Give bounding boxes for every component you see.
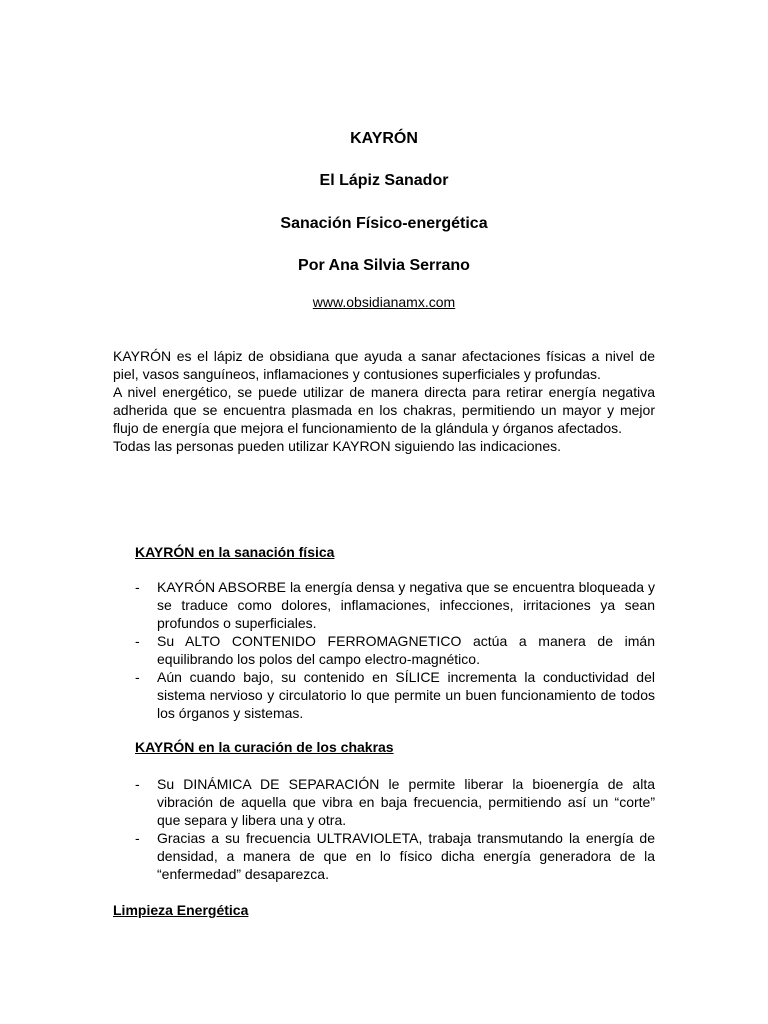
- document-subtitle-1: El Lápiz Sanador: [319, 172, 449, 189]
- list-item: [135, 632, 655, 668]
- section-heading-physical-healing: KAYRÓN en la sanación física: [135, 544, 335, 560]
- bullet-dash: -: [135, 830, 140, 846]
- list-item-text: Su DINÁMICA DE SEPARACIÓN le permite liberar la bioenergía de alta vibración de aquella que vibra en baja frecuencia, permitiendo así un “corte” que separa y libera una y otra.: [157, 776, 655, 828]
- bullet-dash: -: [135, 579, 140, 595]
- document-author: Por Ana Silvia Serrano: [298, 257, 470, 274]
- bullet-dash: -: [135, 776, 140, 792]
- list-item: [135, 578, 655, 632]
- intro-paragraph-1: KAYRÓN es el lápiz de obsidiana que ayuda a sanar afectaciones físicas a nivel de piel, vasos sanguíneos, inflamaciones y contusiones superficiales y profundas.: [113, 348, 655, 382]
- section-heading-chakra-healing: KAYRÓN en la curación de los chakras: [135, 739, 394, 755]
- chakra-healing-list: [135, 775, 655, 883]
- list-item-text: Gracias a su frecuencia ULTRAVIOLETA, trabaja transmutando la energía de densidad, a manera de que en lo físico dicha energía generadora de la “enfermedad” desaparezca.: [157, 830, 655, 882]
- bullet-dash: -: [135, 669, 140, 685]
- list-item-text: Aún cuando bajo, su contenido en SÍLICE incrementa la conductividad del sistema nervioso y circulatorio lo que permite un buen funcionamiento de todos los órganos y sistemas.: [157, 669, 655, 721]
- list-item: [135, 668, 655, 722]
- document-subtitle-2: Sanación Físico-energética: [280, 215, 488, 232]
- intro-paragraphs: [113, 347, 655, 455]
- intro-paragraph-3: Todas las personas pueden utilizar KAYRON siguiendo las indicaciones.: [113, 438, 561, 454]
- physical-healing-list: [135, 578, 655, 722]
- list-item: [135, 775, 655, 829]
- section-heading-energy-cleansing: Limpieza Energética: [113, 902, 249, 918]
- list-item: [135, 829, 655, 883]
- list-item-text: KAYRÓN ABSORBE la energía densa y negativa que se encuentra bloqueada y se traduce como dolores, inflamaciones, infecciones, irritaciones ya sean profundos o superficiales.: [157, 579, 655, 631]
- website-link[interactable]: www.obsidianamx.com: [312, 294, 456, 310]
- intro-paragraph-2: A nivel energético, se puede utilizar de manera directa para retirar energía negativa adherida que se encuentra plasmada en los chakras, permitiendo un mayor y mejor flujo de energía que mejora el funcionamiento de la glándula y órganos afectados.: [113, 384, 655, 436]
- document-title: KAYRÓN: [350, 130, 418, 147]
- list-item-text: Su ALTO CONTENIDO FERROMAGNETICO actúa a manera de imán equilibrando los polos del campo electro-magnético.: [157, 633, 655, 667]
- bullet-dash: -: [135, 633, 140, 649]
